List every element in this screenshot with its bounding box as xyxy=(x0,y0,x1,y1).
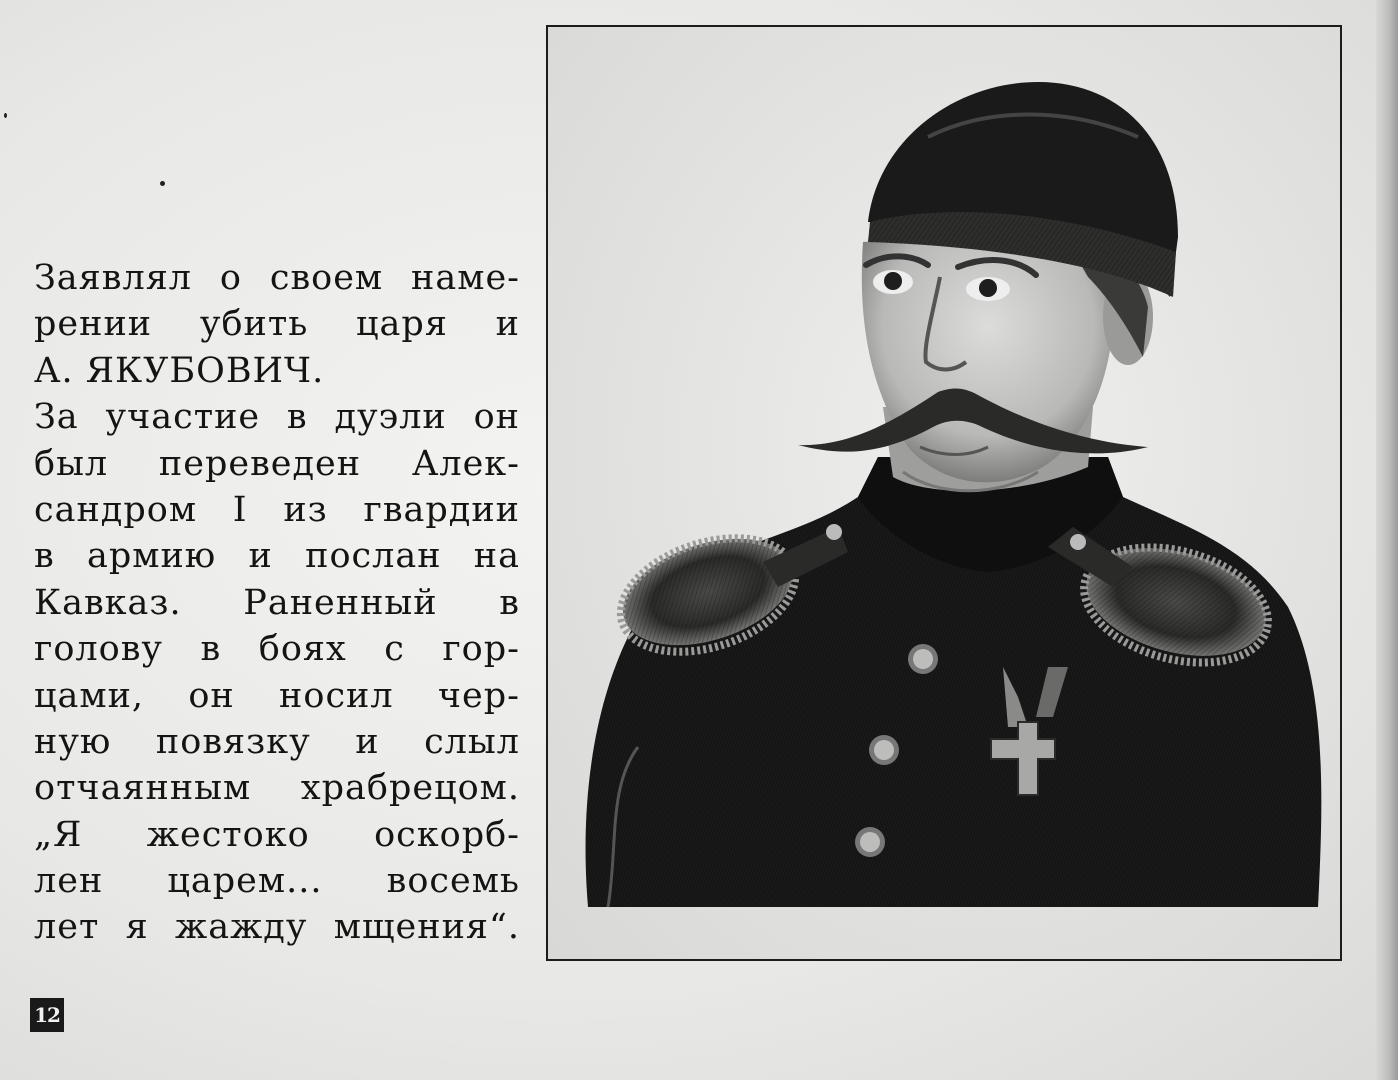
text-line: За участие в дуэли он xyxy=(34,397,520,438)
text-line: ную повязку и слыл xyxy=(34,721,520,762)
portrait-frame xyxy=(546,25,1342,961)
text-line-name: А. ЯКУБОВИЧ. xyxy=(34,350,325,391)
text-line: голову в боях с гор- xyxy=(34,629,520,670)
text-line: цами, он носил чер- xyxy=(34,675,520,716)
text-line: отчаянным храбрецом. xyxy=(34,768,520,809)
dust-speck xyxy=(4,113,7,118)
text-line: рении убить царя и xyxy=(34,304,520,345)
text-line: Кавказ. Раненный в xyxy=(34,582,520,623)
text-line: лет я жажду мщения“. xyxy=(34,907,520,948)
dust-speck xyxy=(160,181,165,186)
text-line: был переведен Алек- xyxy=(34,443,520,484)
text-line: сандром I из гвардии xyxy=(34,489,520,530)
frame-edge xyxy=(1376,0,1398,1080)
text-line: Заявлял о своем наме- xyxy=(34,258,520,298)
portrait-engraving-icon xyxy=(548,27,1340,959)
text-line: „Я жестоко оскорб- xyxy=(34,814,520,855)
page-number-badge: 12 xyxy=(30,998,64,1032)
text-line: лен царем... восемь xyxy=(34,861,520,902)
text-line: в армию и послан на xyxy=(34,536,520,577)
caption-text xyxy=(34,255,520,951)
